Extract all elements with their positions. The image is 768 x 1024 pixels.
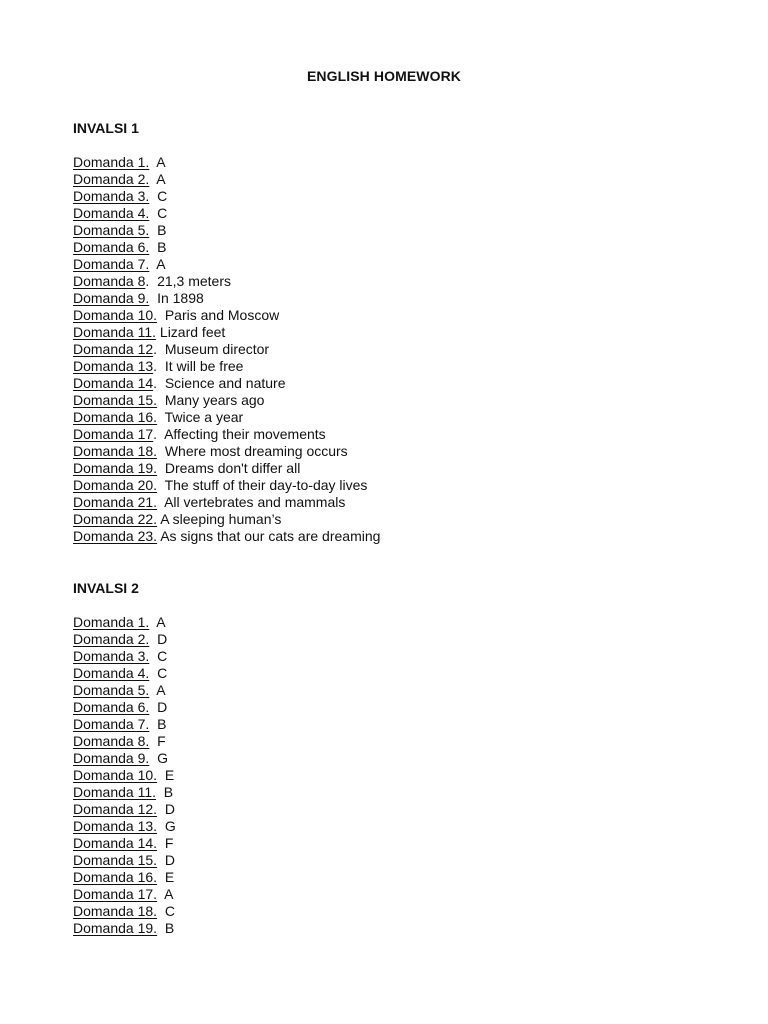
answer-row	[73, 392, 713, 409]
separator: .	[153, 341, 165, 357]
question-label: Domanda 17	[73, 426, 154, 442]
question-label: Domanda 19.	[73, 460, 158, 476]
answer-row	[73, 375, 713, 392]
separator	[157, 460, 165, 476]
answer-row	[73, 307, 713, 324]
document-title: ENGLISH HOMEWORK	[306, 68, 462, 84]
answer-text: C	[157, 188, 168, 204]
answer-text: C	[157, 205, 168, 221]
separator	[149, 665, 157, 681]
question-label: Domanda 19.	[73, 920, 158, 936]
answer-list	[73, 614, 713, 937]
answer-row	[73, 171, 713, 188]
separator	[149, 290, 157, 306]
separator	[157, 818, 165, 834]
answer-text: A	[156, 682, 166, 698]
answer-row	[73, 188, 713, 205]
answer-row	[73, 426, 713, 443]
separator	[149, 733, 157, 749]
question-label: Domanda 22.	[73, 511, 158, 527]
answer-row	[73, 818, 713, 835]
separator	[149, 222, 157, 238]
question-label: Domanda 3.	[73, 188, 150, 204]
answer-text: Where most dreaming occurs	[164, 443, 348, 459]
section-invalsi-1	[73, 120, 713, 545]
answer-text: A	[156, 614, 166, 630]
answer-row	[73, 733, 713, 750]
question-label: Domanda 18.	[73, 903, 158, 919]
question-label: Domanda 16.	[73, 869, 158, 885]
separator	[157, 443, 165, 459]
answer-row	[73, 409, 713, 426]
answer-row	[73, 920, 713, 937]
answer-text: A sleeping human’s	[160, 511, 282, 527]
separator	[157, 903, 165, 919]
question-label: Domanda 5.	[73, 682, 150, 698]
question-label: Domanda 11.	[73, 324, 157, 340]
answer-text: A	[156, 256, 166, 272]
answer-text: E	[164, 869, 175, 885]
answer-text: D	[164, 801, 175, 817]
answer-text: G	[157, 750, 168, 766]
separator	[149, 716, 157, 732]
answer-text: Dreams don't differ all	[164, 460, 301, 476]
answer-row	[73, 324, 713, 341]
answer-text: C	[157, 648, 168, 664]
answer-row	[73, 341, 713, 358]
answer-row	[73, 648, 713, 665]
answer-row	[73, 358, 713, 375]
separator	[157, 477, 165, 493]
section-heading: INVALSI 1	[73, 120, 139, 136]
answer-row	[73, 154, 713, 171]
answer-row	[73, 222, 713, 239]
answer-text: Museum director	[164, 341, 270, 357]
question-label: Domanda 12.	[73, 801, 158, 817]
answer-text: B	[157, 716, 167, 732]
question-label: Domanda 10.	[73, 767, 158, 783]
answer-text: B	[164, 920, 175, 936]
separator	[157, 307, 165, 323]
answer-row	[73, 614, 713, 631]
answer-row	[73, 477, 713, 494]
question-label: Domanda 21.	[73, 494, 158, 510]
answer-text: It will be free	[164, 358, 244, 374]
answer-text: D	[157, 631, 168, 647]
question-label: Domanda 9.	[73, 290, 150, 306]
question-label: Domanda 11.	[73, 784, 157, 800]
answer-text: A	[156, 171, 166, 187]
answer-text: Affecting their movements	[164, 426, 326, 442]
answer-text: C	[164, 903, 175, 919]
answer-text: A	[164, 886, 174, 902]
question-label: Domanda 6.	[73, 239, 150, 255]
answer-text: F	[157, 733, 166, 749]
question-label: Domanda 1.	[73, 154, 150, 170]
question-label: Domanda 7.	[73, 716, 150, 732]
answer-row	[73, 511, 713, 528]
separator	[149, 188, 157, 204]
question-label: Domanda 14	[73, 375, 154, 391]
answer-text: B	[157, 239, 167, 255]
question-label: Domanda 10.	[73, 307, 158, 323]
separator	[149, 750, 157, 766]
answer-row	[73, 682, 713, 699]
answer-row	[73, 699, 713, 716]
answer-list	[73, 154, 713, 545]
separator	[149, 699, 157, 715]
answer-row	[73, 528, 713, 545]
separator: .	[153, 426, 165, 442]
answer-text: D	[164, 852, 175, 868]
answer-text: Twice a year	[164, 409, 244, 425]
question-label: Domanda 13.	[73, 818, 158, 834]
separator	[157, 869, 165, 885]
separator	[157, 920, 165, 936]
answer-row	[73, 665, 713, 682]
separator	[149, 631, 157, 647]
answer-text: Science and nature	[164, 375, 286, 391]
question-label: Domanda 3.	[73, 648, 150, 664]
answer-row	[73, 290, 713, 307]
answer-row	[73, 903, 713, 920]
question-label: Domanda 15.	[73, 852, 158, 868]
answer-text: Many years ago	[164, 392, 265, 408]
answer-row	[73, 784, 713, 801]
answer-row	[73, 750, 713, 767]
answer-text: In 1898	[157, 290, 204, 306]
separator	[149, 648, 157, 664]
section-heading: INVALSI 2	[73, 580, 139, 596]
separator: .	[153, 375, 165, 391]
answer-text: Lizard feet	[159, 324, 226, 340]
question-label: Domanda 6.	[73, 699, 150, 715]
answer-text: D	[157, 699, 168, 715]
answer-text: E	[164, 767, 175, 783]
answer-row	[73, 256, 713, 273]
answer-text: B	[157, 222, 167, 238]
separator: .	[145, 273, 158, 289]
separator	[157, 852, 165, 868]
question-label: Domanda 8.	[73, 733, 150, 749]
question-label: Domanda 18.	[73, 443, 158, 459]
separator	[156, 784, 164, 800]
separator	[157, 409, 165, 425]
question-label: Domanda 12	[73, 341, 154, 357]
question-label: Domanda 13	[73, 358, 154, 374]
answer-text: As signs that our cats are dreaming	[160, 528, 381, 544]
separator	[157, 767, 165, 783]
answer-row	[73, 205, 713, 222]
separator	[149, 205, 157, 221]
answer-text: Paris and Moscow	[164, 307, 280, 323]
question-label: Domanda 23.	[73, 528, 158, 544]
separator	[149, 239, 157, 255]
question-label: Domanda 2.	[73, 631, 150, 647]
answer-text: The stuff of their day-to-day lives	[164, 477, 368, 493]
answer-row	[73, 767, 713, 784]
separator	[157, 835, 165, 851]
question-label: Domanda 4.	[73, 205, 150, 221]
answer-row	[73, 494, 713, 511]
answer-row	[73, 852, 713, 869]
answer-row	[73, 801, 713, 818]
question-label: Domanda 5.	[73, 222, 150, 238]
answer-text: 21,3 meters	[157, 273, 231, 289]
answer-text: C	[157, 665, 168, 681]
question-label: Domanda 15.	[73, 392, 158, 408]
question-label: Domanda 17.	[73, 886, 158, 902]
answer-text: A	[156, 154, 166, 170]
answer-row	[73, 443, 713, 460]
answer-row	[73, 273, 713, 290]
question-label: Domanda 14.	[73, 835, 158, 851]
separator	[157, 392, 165, 408]
answer-row	[73, 460, 713, 477]
answer-text: B	[163, 784, 174, 800]
answer-row	[73, 886, 713, 903]
question-label: Domanda 9.	[73, 750, 150, 766]
question-label: Domanda 4.	[73, 665, 150, 681]
answer-row	[73, 716, 713, 733]
answer-text: G	[164, 818, 176, 834]
answer-row	[73, 239, 713, 256]
question-label: Domanda 1.	[73, 614, 150, 630]
answer-row	[73, 631, 713, 648]
question-label: Domanda 7.	[73, 256, 150, 272]
question-label: Domanda 16.	[73, 409, 158, 425]
answer-row	[73, 869, 713, 886]
answer-row	[73, 835, 713, 852]
separator: .	[153, 358, 165, 374]
answer-text: F	[164, 835, 174, 851]
question-label: Domanda 8	[73, 273, 146, 289]
question-label: Domanda 2.	[73, 171, 150, 187]
question-label: Domanda 20.	[73, 477, 158, 493]
separator	[157, 801, 165, 817]
section-invalsi-2	[73, 580, 713, 937]
answer-text: All vertebrates and mammals	[164, 494, 346, 510]
